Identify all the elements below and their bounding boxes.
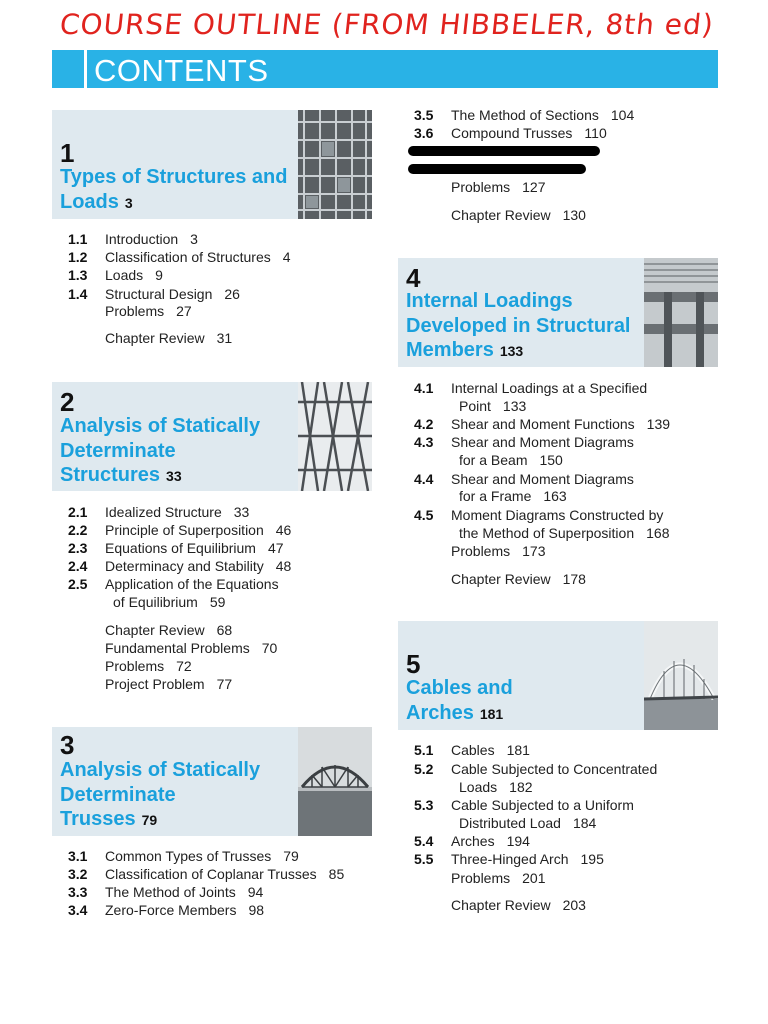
chapter-title: Internal Loadings Developed in Structural Members 133 — [406, 290, 631, 361]
chapter-header-4 — [398, 258, 718, 367]
chapter-number: 3 — [60, 730, 75, 760]
chapter-header-5 — [398, 621, 718, 730]
chapter-header-3 — [52, 727, 372, 836]
chapter-number: 5 — [406, 649, 421, 679]
chapter-page: 3 — [124, 194, 133, 211]
chapter-title: Cables and Arches 181 — [406, 677, 513, 724]
chapter-page: 133 — [499, 343, 524, 359]
chapter-number: 2 — [60, 387, 75, 417]
arch-bridge-photo — [644, 621, 718, 730]
chapter-page: 181 — [479, 705, 504, 722]
truss-bridge-photo — [298, 727, 372, 836]
page-title: CONTENTS — [94, 53, 269, 88]
chapter-page: 33 — [166, 468, 182, 484]
contents-banner — [52, 50, 718, 88]
building-facade-photo — [298, 110, 372, 219]
handwritten-annotation: COURSE OUTLINE (FROM HIBBELER, 8th ed) — [58, 8, 716, 41]
chapter-page: 79 — [141, 812, 158, 828]
chapter-title: Types of Structures and Loads 3 — [60, 166, 288, 213]
chapter-number: 1 — [60, 138, 75, 168]
chapter-title: Analysis of Statically Determinate Trusses 79 — [60, 759, 261, 830]
banner-tab — [52, 50, 87, 88]
steel-beams-photo — [644, 258, 718, 367]
chapter-header-1 — [52, 110, 372, 219]
chapter-number: 4 — [406, 263, 421, 293]
redaction-mark — [408, 164, 586, 174]
chapter-title: Analysis of Statically Determinate Structures 33 — [60, 415, 261, 486]
redaction-mark — [408, 146, 600, 156]
steel-lattice-photo — [298, 382, 372, 491]
chapter-header-2 — [52, 382, 372, 491]
